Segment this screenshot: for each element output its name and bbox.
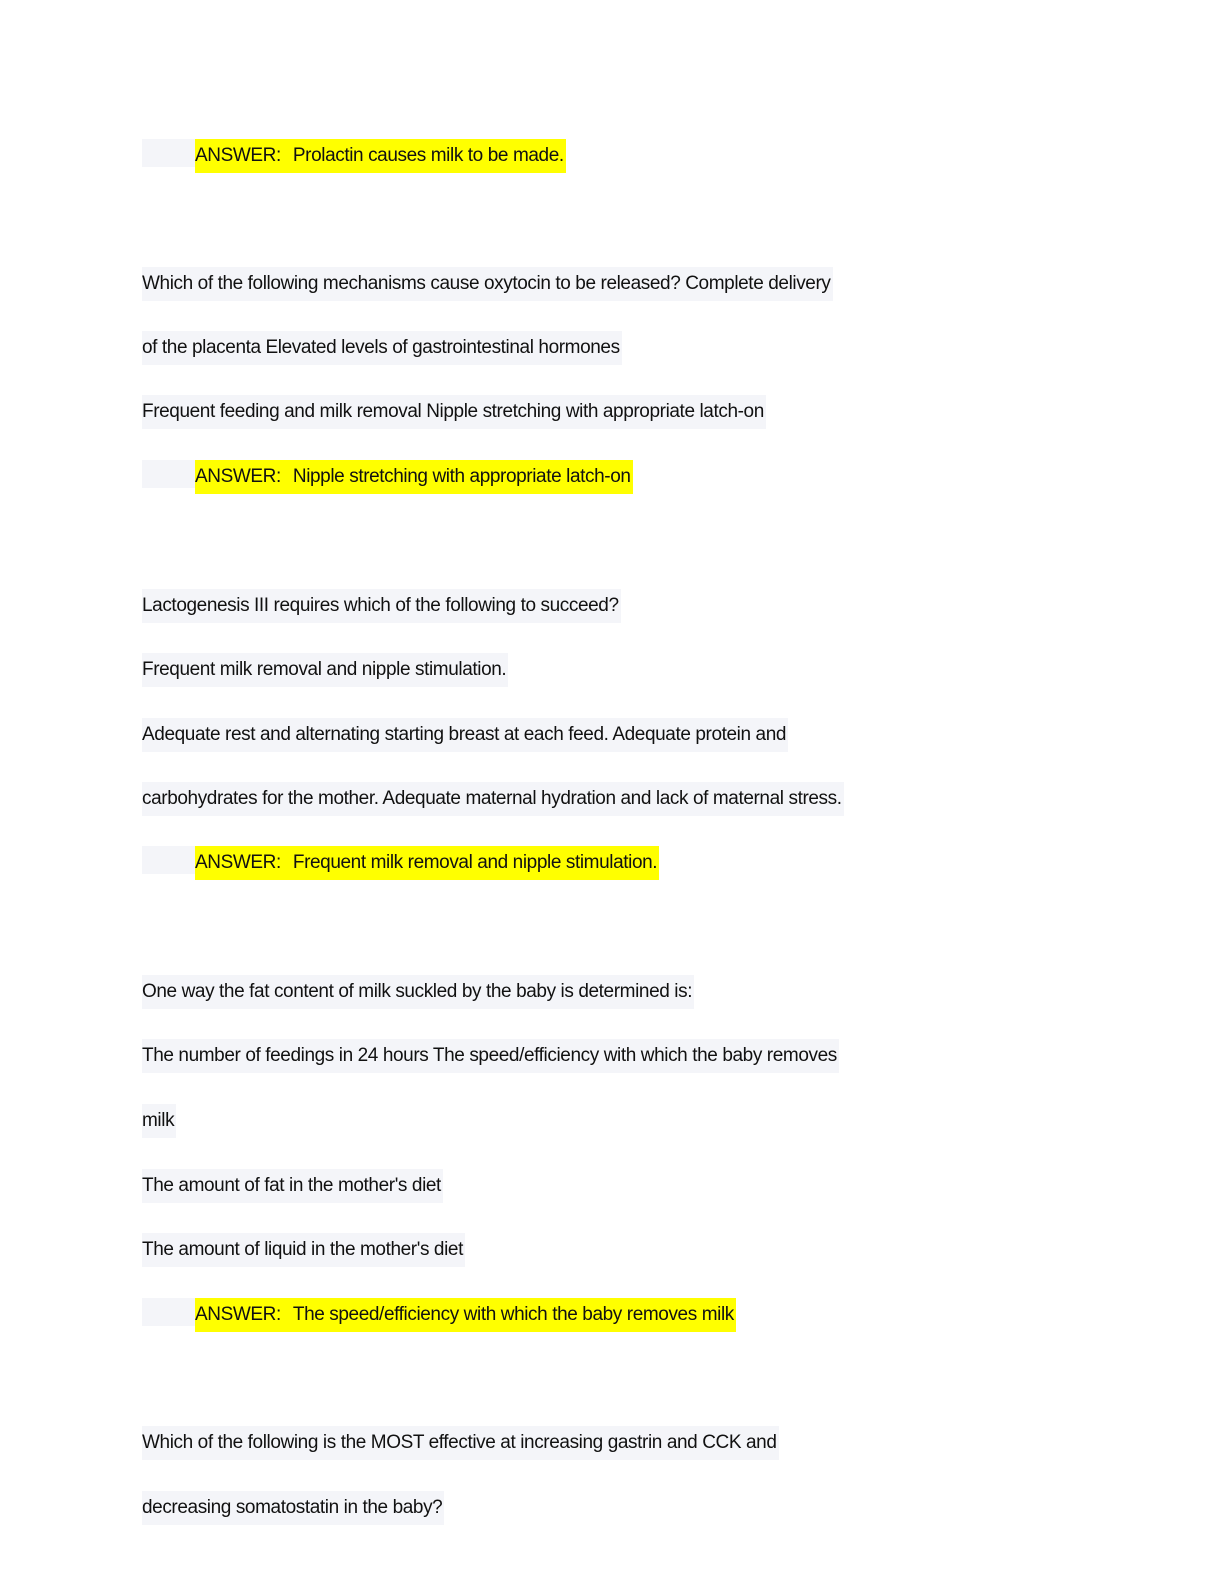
question-line: Lactogenesis III requires which of the following to succeed? [142, 589, 621, 623]
question-line: The amount of fat in the mother's diet [142, 1169, 443, 1203]
question-line: Frequent feeding and milk removal Nipple stretching with appropriate latch-on [142, 395, 766, 429]
answer-tag: ANSWER: [195, 852, 281, 873]
answer-line [142, 460, 633, 494]
question-line: carbohydrates for the mother. Adequate maternal hydration and lack of maternal stress. [142, 782, 844, 816]
answer-line [142, 1298, 736, 1332]
answer-indent [142, 846, 195, 874]
answer-text: Nipple stretching with appropriate latch-on [292, 466, 631, 487]
answer-indent [142, 139, 195, 167]
answer-line [142, 846, 659, 880]
answer-indent [142, 460, 195, 488]
answer-text: Prolactin causes milk to be made. [292, 145, 564, 166]
question-line: Adequate rest and alternating starting breast at each feed. Adequate protein and [142, 718, 788, 752]
question-line: The amount of liquid in the mother's diet [142, 1233, 465, 1267]
question-line: One way the fat content of milk suckled by the baby is determined is: [142, 975, 694, 1009]
question-line: decreasing somatostatin in the baby? [142, 1491, 444, 1525]
answer-tag: ANSWER: [195, 1304, 281, 1325]
answer-highlight [195, 139, 566, 173]
question-line: Which of the following is the MOST effective at increasing gastrin and CCK and [142, 1426, 779, 1460]
answer-tag: ANSWER: [195, 466, 281, 487]
answer-indent [142, 1298, 195, 1326]
question-line: milk [142, 1104, 176, 1138]
question-line: The number of feedings in 24 hours The speed/efficiency with which the baby removes [142, 1039, 839, 1073]
answer-line [142, 139, 566, 173]
answer-tag: ANSWER: [195, 145, 281, 166]
answer-highlight [195, 1298, 736, 1332]
question-line: of the placenta Elevated levels of gastrointestinal hormones [142, 331, 622, 365]
answer-highlight [195, 846, 659, 880]
answer-highlight [195, 460, 633, 494]
answer-text: Frequent milk removal and nipple stimulation. [292, 852, 658, 873]
question-line: Which of the following mechanisms cause oxytocin to be released? Complete delivery [142, 267, 833, 301]
question-line: Frequent milk removal and nipple stimulation. [142, 653, 508, 687]
answer-text: The speed/efficiency with which the baby removes milk [292, 1304, 734, 1325]
